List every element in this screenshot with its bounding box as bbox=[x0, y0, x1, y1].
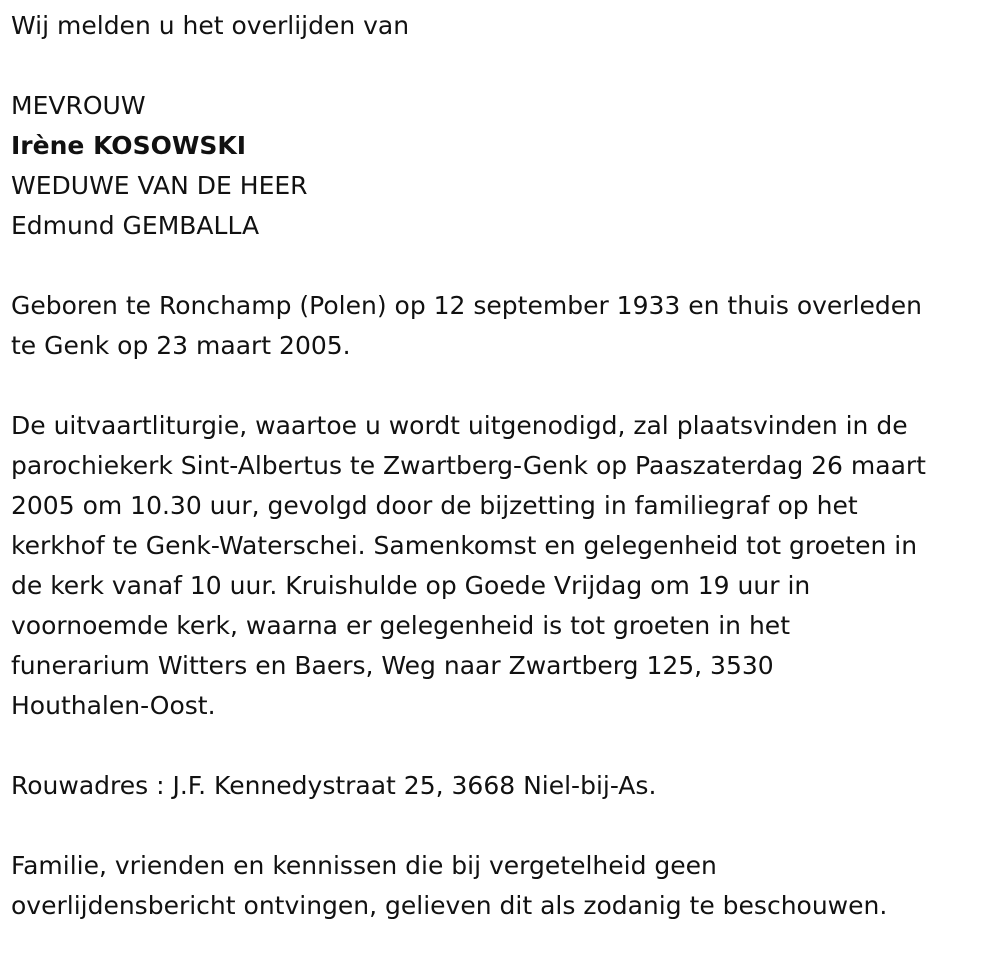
spacer bbox=[11, 806, 990, 846]
paragraph-line: voornoemde kerk, waarna er gelegenheid is tot groeten in het bbox=[11, 611, 790, 640]
relation-text: WEDUWE VAN DE HEER bbox=[11, 171, 308, 200]
spacer bbox=[11, 366, 990, 406]
paragraph-line: te Genk op 23 maart 2005. bbox=[11, 331, 351, 360]
birth-death-paragraph bbox=[11, 286, 990, 366]
paragraph-line: Geboren te Ronchamp (Polen) op 12 september 1933 en thuis overleden bbox=[11, 291, 922, 320]
spacer bbox=[11, 46, 990, 86]
spouse-name: Edmund GEMBALLA bbox=[11, 211, 260, 240]
paragraph-line: kerkhof te Genk-Waterschei. Samenkomst en gelegenheid tot groeten in bbox=[11, 531, 918, 560]
deceased-last-name: KOSOWSKI bbox=[93, 131, 247, 160]
paragraph-line: Familie, vrienden en kennissen die bij vergetelheid geen bbox=[11, 851, 717, 880]
paragraph-line: de kerk vanaf 10 uur. Kruishulde op Goede Vrijdag om 19 uur in bbox=[11, 571, 811, 600]
deceased-first-name: Irène bbox=[11, 131, 85, 160]
paragraph-line: Houthalen-Oost. bbox=[11, 691, 216, 720]
closing-paragraph bbox=[11, 846, 990, 926]
intro-text: Wij melden u het overlijden van bbox=[11, 11, 410, 40]
funeral-paragraph bbox=[11, 406, 990, 726]
paragraph-line: parochiekerk Sint-Albertus te Zwartberg-Genk op Paaszaterdag 26 maart bbox=[11, 451, 926, 480]
paragraph-line: overlijdensbericht ontvingen, gelieven dit als zodanig te beschouwen. bbox=[11, 891, 888, 920]
paragraph-line: 2005 om 10.30 uur, gevolgd door de bijzetting in familiegraf op het bbox=[11, 491, 858, 520]
paragraph-line: funerarium Witters en Baers, Weg naar Zwartberg 125, 3530 bbox=[11, 651, 774, 680]
honorific: MEVROUW bbox=[11, 91, 146, 120]
spacer bbox=[11, 726, 990, 766]
paragraph-line: De uitvaartliturgie, waartoe u wordt uitgenodigd, zal plaatsvinden in de bbox=[11, 411, 908, 440]
deceased-name bbox=[11, 126, 990, 166]
mourning-address: Rouwadres : J.F. Kennedystraat 25, 3668 Niel-bij-As. bbox=[11, 771, 657, 800]
spacer bbox=[11, 246, 990, 286]
